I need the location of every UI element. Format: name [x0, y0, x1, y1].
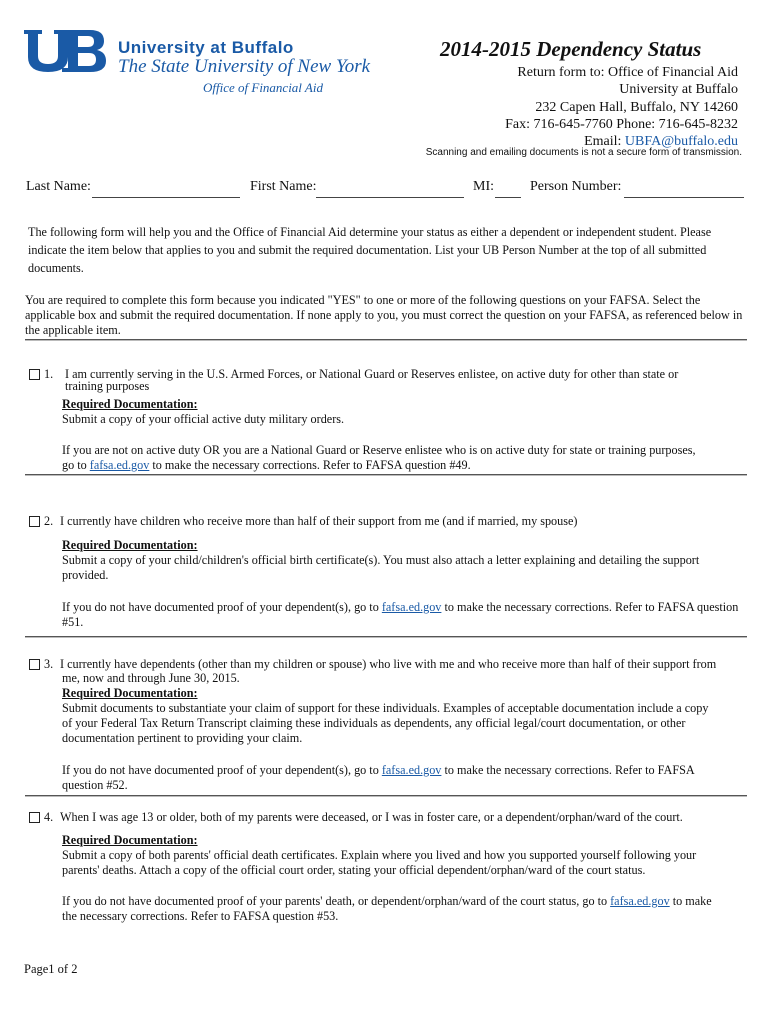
fafsa-link[interactable]: fafsa.ed.gov — [381, 763, 442, 777]
intro-paragraph-1: The following form will help you and the Office of Financial Aid determine your status as either a dependent or independent student. Please indicate the item below that applies to you and submit the required documentation. List your UB Person Number at the top of all submitted documents. — [28, 225, 712, 275]
item-3-requirement: Submit documents to substantiate your claim of support for these individuals. Examples of acceptable documentation include a copy of your Federal Tax Return Transcript claiming these individuals as dependents, any official legal/court documentation, or other documentation pertinent to providing your claim. — [62, 701, 709, 745]
divider — [25, 636, 747, 638]
page-title: 2014-2015 Dependency Status — [440, 37, 702, 61]
item-4-required-heading: Required Documentation: — [62, 833, 198, 847]
item-3-text-line2: me, now and through June 30, 2015. — [62, 671, 240, 685]
first-name-field[interactable] — [316, 197, 464, 198]
divider — [25, 795, 747, 797]
ub-logo-icon — [22, 26, 108, 76]
item-3-number: 3. — [44, 657, 54, 671]
item-1-requirement: Submit a copy of your official active duty military orders. — [62, 412, 345, 426]
last-name-field[interactable] — [92, 197, 240, 198]
intro-paragraph-2: You are required to complete this form because you indicated "YES" to one or more of the following questions on your FAFSA. Select the applicable box and submit the required documentation. If none apply to you, you must correct the question on your FAFSA, as referenced below in the applicable item. — [25, 293, 743, 337]
email-link[interactable]: UBFA@buffalo.edu — [624, 134, 738, 149]
fafsa-link[interactable]: fafsa.ed.gov — [89, 458, 150, 472]
item-3-note — [62, 763, 702, 793]
item-3-checkbox[interactable] — [29, 659, 40, 670]
item-3-note-pre: If you do not have documented proof of your dependent(s), go to — [62, 763, 382, 777]
email-label: Email: — [584, 134, 625, 149]
mi-label: MI: — [473, 179, 494, 194]
item-1-checkbox[interactable] — [29, 369, 40, 380]
item-2-required-heading: Required Documentation: — [62, 538, 198, 552]
item-1-note: If you are not on active duty OR you are a National Guard or Reserve enlistee who is on active duty for state or training purposes, — [62, 443, 696, 457]
security-notice: Scanning and emailing documents is not a secure form of transmission. — [425, 147, 742, 158]
logo-suny-name: The State University of New York — [118, 56, 371, 77]
mi-field[interactable] — [495, 197, 521, 198]
page-number: Page1 of 2 — [24, 962, 78, 976]
item-4-note-post: to make the necessary corrections. Refer to FAFSA question #53. — [62, 894, 712, 923]
last-name-label: Last Name: — [26, 179, 91, 194]
fax-phone: Fax: 716-645-7760 Phone: 716-645-8232 — [505, 117, 738, 132]
item-4-number: 4. — [44, 810, 54, 824]
logo-university-name: University at Buffalo — [118, 38, 294, 57]
item-1-text-line2: training purposes — [65, 379, 150, 393]
item-1-note-line2 — [62, 458, 742, 473]
item-3-text: I currently have dependents (other than my children or spouse) who live with me and who receive more than half of their support from — [60, 657, 717, 671]
logo-office-name: Office of Financial Aid — [203, 80, 323, 95]
person-number-field[interactable] — [624, 197, 744, 198]
item-2-note-post: to make the necessary corrections. Refer to FAFSA question #51. — [62, 600, 739, 629]
item-1-required-heading: Required Documentation: — [62, 397, 198, 411]
divider — [25, 474, 747, 476]
item-2-text: I currently have children who receive more than half of their support from me (and if married, my spouse) — [60, 514, 578, 528]
fafsa-link[interactable]: fafsa.ed.gov — [610, 894, 670, 908]
item-3-note-post: to make the necessary corrections. Refer to FAFSA question #52. — [62, 763, 695, 792]
item-1-note-pre: go to — [62, 458, 90, 472]
item-4-checkbox[interactable] — [29, 812, 40, 823]
item-2-note-pre: If you do not have documented proof of your dependent(s), go to — [62, 600, 382, 614]
item-4-text: When I was age 13 or older, both of my parents were deceased, or I was in foster care, or a dependent/orphan/ward of the court. — [60, 810, 683, 824]
item-2-note — [62, 600, 742, 630]
item-2-checkbox[interactable] — [29, 516, 40, 527]
fafsa-link[interactable]: fafsa.ed.gov — [381, 600, 442, 614]
item-1-number: 1. — [44, 367, 54, 381]
item-3-required-heading: Required Documentation: — [62, 686, 198, 700]
item-1-text: I am currently serving in the U.S. Armed Forces, or National Guard or Reserves enlistee, on active duty for other than state or — [65, 367, 679, 381]
divider — [25, 339, 747, 341]
return-line2: University at Buffalo — [619, 82, 738, 97]
person-number-label: Person Number: — [530, 179, 622, 194]
item-4-requirement: Submit a copy of both parents' official death certificates. Explain where you lived and how you supported yourself following your parents' deaths. Attach a copy of the official court order, stating your official dependent/orphan/ward of the court status. — [62, 848, 697, 877]
address: 232 Capen Hall, Buffalo, NY 14260 — [535, 100, 738, 115]
item-1-note-post: to make the necessary corrections. Refer to FAFSA question #49. — [149, 458, 471, 472]
item-4-note — [62, 894, 722, 924]
return-to: Return form to: Office of Financial Aid — [517, 65, 738, 80]
item-4-note-pre: If you do not have documented proof of your parents' death, or dependent/orphan/ward of the court status, go to — [62, 894, 611, 908]
item-2-number: 2. — [44, 514, 54, 528]
item-2-requirement: Submit a copy of your child/children's official birth certificate(s). You must also attach a letter explaining and detailing the support provided. — [62, 553, 700, 582]
first-name-label: First Name: — [250, 179, 317, 194]
